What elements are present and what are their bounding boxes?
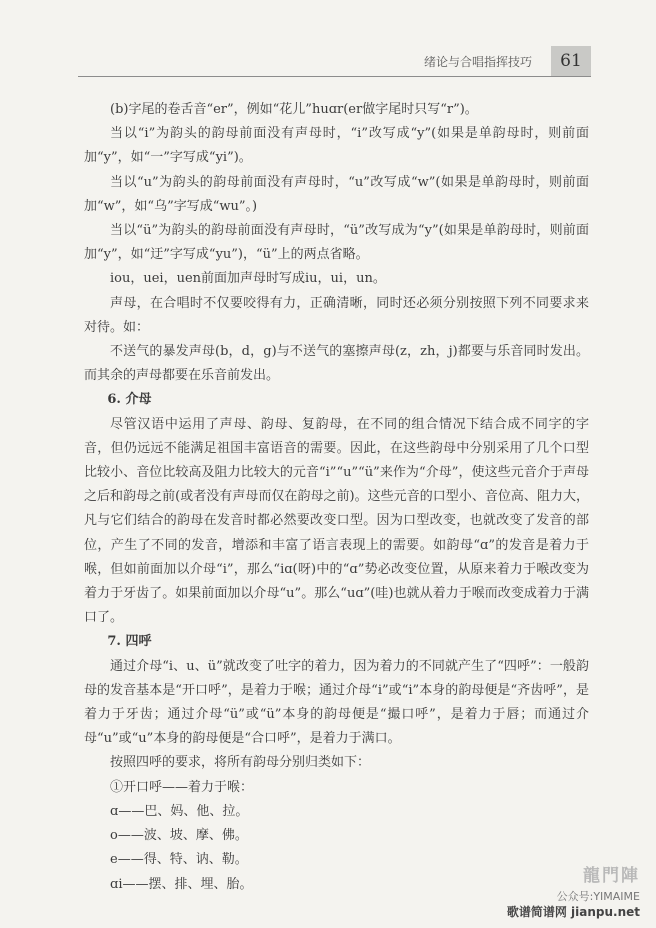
paragraph: o——波、坡、摩、佛。 bbox=[110, 828, 248, 844]
paragraph: 当以“u”为韵头的韵母前面没有声母时，“u”改写成“w”(如果是单韵母时，则前面加“w”，如“乌”字写成“wu”。) bbox=[84, 174, 589, 214]
watermark-site: 歌谱简谱网 jianpu.net bbox=[506, 905, 640, 919]
running-header-title: 绪论与合唱指挥技巧 bbox=[424, 55, 533, 69]
watermark-account: 公众号:YIMAIME bbox=[556, 890, 640, 903]
paragraph: 当以“ü”为韵头的韵母前面没有声母时，“ü”改写成为“y”(如果是单韵母时，则前面加“y”，如“迂”字写成“yu”)，“ü”上的两点省略。 bbox=[84, 223, 589, 263]
body-text bbox=[84, 98, 589, 897]
paragraph: ɑi——摆、排、埋、胎。 bbox=[110, 876, 253, 892]
watermark-logo: 龍門陣 bbox=[583, 866, 640, 886]
header-divider bbox=[78, 76, 591, 77]
paragraph: (b)字尾的卷舌音“er”，例如“花儿”huɑr(er做字尾时只写“r”)。 bbox=[110, 102, 478, 117]
watermark bbox=[507, 861, 640, 920]
paragraph: 当以“i”为韵头的韵母前面没有声母时，“i”改写成“y”(如果是单韵母时，则前面加“y”，如“一”字写成“yi”)。 bbox=[84, 126, 589, 166]
paragraph: 通过介母“i、u、ü”就改变了吐字的着力，因为着力的不同就产生了“四呼”：一般韵母的发音基本是“开口呼”，是着力于喉；通过介母“i”或“i”本身的韵母便是“齐齿呼”，是着力于牙齿；通过介母“ü”或“ü”本身的韵母便是“撮口呼”，是着力于唇；而通过介母“u”或“u”本身的韵母便是“合口呼”，是着力于满口。 bbox=[84, 658, 589, 747]
paragraph: 不送气的暴发声母(b，d，g)与不送气的塞擦声母(z，zh，j)都要与乐音同时发出。而其余的声母都要在乐音前发出。 bbox=[84, 344, 589, 384]
paragraph: ɑ——巴、妈、他、拉。 bbox=[110, 803, 249, 819]
paragraph: e——得、特、讷、勒。 bbox=[110, 852, 248, 868]
paragraph: ①开口呼——着力于喉： bbox=[110, 779, 254, 795]
paragraph: 按照四呼的要求，将所有韵母分别归类如下： bbox=[110, 755, 371, 771]
section-heading: 6. 介母 bbox=[107, 392, 152, 408]
paragraph: 尽管汉语中运用了声母、韵母、复韵母，在不同的组合情况下结合成不同字的字音，但仍远远不能满足祖国丰富语音的需要。因此，在这些韵母中分别采用了几个口型比较小、音位比较高及阻力比较大的元音“i”“u”“ü”来作为“介母”，使这些元音介于声母之后和韵母之前(或者没有声母而仅在韵母之前)。这些元音的口型小、音位高、阻力大，凡与它们结合的韵母在发音时都必然要改变口型。因为口型改变，也就改变了发音的部位，产生了不同的发音，增添和丰富了语言表现上的需要。如韵母“ɑ”的发音是着力于喉，但如前面加以介母“i”，那么“iɑ(呀)中的“ɑ”势必改变位置，从原来着力于喉改变为着力于牙齿了。如果前面加以介母“u”。那么“uɑ”(哇)也就从着力于喉而改变成着力于满口了。 bbox=[84, 416, 589, 626]
page-number: 61 bbox=[551, 46, 591, 76]
section-heading: 7. 四呼 bbox=[107, 634, 152, 650]
paragraph: 声母，在合唱时不仅要咬得有力，正确清晰，同时还必须分别按照下列不同要求来对待。如： bbox=[84, 295, 589, 335]
paragraph: iou，uei，uen前面加声母时写成iu，ui，un。 bbox=[110, 271, 386, 287]
